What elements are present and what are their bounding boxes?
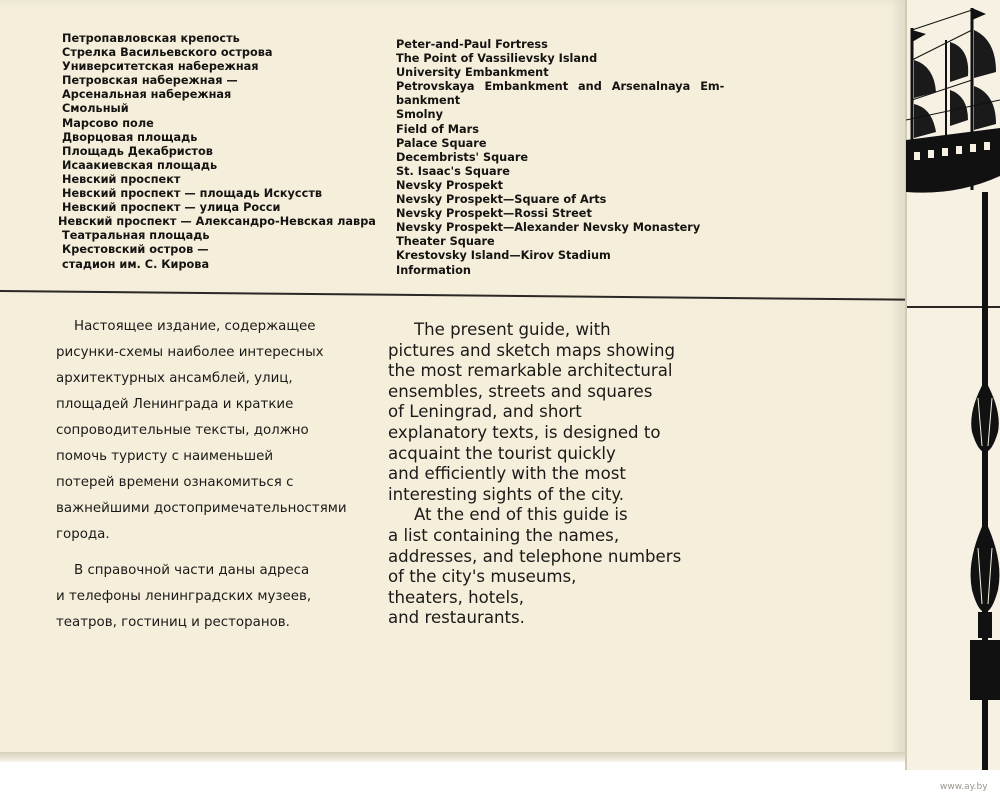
- admiralty-spire-ship-illustration: [906, 0, 1000, 770]
- contents-item: Невский проспект — площадь Искусств: [62, 187, 323, 201]
- contents-item: Университетская набережная: [62, 60, 259, 74]
- page-edge-shadow: [0, 752, 905, 762]
- contents-item: St. Isaac's Square: [396, 164, 510, 178]
- contents-item: Nevsky Prospekt—Alexander Nevsky Monastery: [396, 221, 701, 235]
- text-line: театров, гостиниц и ресторанов.: [56, 615, 290, 630]
- contents-item: Theater Square: [396, 235, 495, 249]
- contents-item: University Embankment: [396, 66, 549, 80]
- contents-item: Петровская набережная —: [62, 74, 238, 88]
- text-line: theaters, hotels,: [388, 587, 525, 607]
- contents-item: Площадь Декабристов: [62, 144, 213, 158]
- intro-paragraph: [56, 314, 376, 548]
- text-line: and restaurants.: [388, 608, 525, 628]
- text-line: и телефоны ленинградских музеев,: [56, 589, 312, 604]
- contents-item: стадион им. С. Кирова: [62, 257, 210, 271]
- text-line: interesting sights of the city.: [388, 484, 625, 504]
- contents-item: Smolny: [396, 108, 443, 122]
- text-line: of Leningrad, and short: [388, 402, 582, 422]
- contents-item: Марсово поле: [62, 116, 154, 130]
- contents-item: Стрелка Васильевского острова: [62, 46, 273, 60]
- text-line: потерей времени ознакомиться с: [56, 475, 294, 490]
- contents-item: Петропавловская крепость: [62, 32, 240, 45]
- contents-item: Смольный: [62, 102, 129, 116]
- contents-item: Исаакиевская площадь: [62, 158, 218, 172]
- contents-item: Невский проспект: [62, 172, 181, 186]
- contents-item: bankment: [396, 94, 461, 108]
- contents-item: Невский проспект — Александро-Невская лавра: [58, 215, 376, 229]
- text-line: сопроводительные тексты, должно: [56, 423, 309, 438]
- contents-item: Nevsky Prospekt—Square of Arts: [396, 193, 607, 207]
- contents-item: Field of Mars: [396, 122, 479, 136]
- contents-item: Decembrists' Square: [396, 150, 529, 164]
- text-line: addresses, and telephone numbers: [388, 546, 682, 566]
- contents-item: The Point of Vassilievsky Island: [396, 52, 598, 66]
- contents-item: Арсенальная набережная: [62, 88, 232, 102]
- text-line: города.: [56, 527, 110, 542]
- text-line: важнейшими достопримечательностями: [56, 501, 347, 516]
- contents-item: Palace Square: [396, 136, 487, 150]
- contents-item: Невский проспект — улица Росси: [62, 201, 281, 215]
- contents-item: Peter-and-Paul Fortress: [396, 38, 548, 51]
- text-line: and efficiently with the most: [388, 464, 626, 484]
- watermark: www.ay.by: [940, 782, 988, 792]
- text-line: рисунки-схемы наиболее интересных: [56, 345, 324, 360]
- contents-item: Дворцовая площадь: [62, 130, 198, 144]
- text-line: At the end of this guide is: [414, 505, 628, 525]
- text-line: площадей Ленинграда и краткие: [56, 397, 294, 412]
- contents-item: Nevsky Prospekt—Rossi Street: [396, 207, 592, 221]
- text-line: Настоящее издание, содержащее: [74, 319, 316, 334]
- contents-list-english: [396, 38, 724, 278]
- intro-paragraph: [56, 558, 376, 636]
- text-line: В справочной части даны адреса: [74, 563, 310, 578]
- text-line: explanatory texts, is designed to: [388, 422, 661, 442]
- text-line: The present guide, with: [414, 320, 611, 339]
- contents-item: Крестовский остров —: [62, 243, 209, 257]
- contents-list-russian: [58, 32, 376, 272]
- contents-item: Petrovskaya Embankment and Arsenalnaya Em-: [396, 80, 725, 94]
- contents-item: Театральная площадь: [62, 229, 210, 243]
- text-line: pictures and sketch maps showing: [388, 340, 675, 360]
- text-line: acquaint the tourist quickly: [388, 443, 616, 463]
- text-line: помочь туристу с наименьшей: [56, 449, 274, 464]
- contents-item: Krestovsky Island—Kirov Stadium: [396, 249, 611, 263]
- text-line: of the city's museums,: [388, 567, 577, 587]
- text-line: the most remarkable architectural: [388, 361, 673, 381]
- intro-text-english: [388, 320, 718, 629]
- intro-text-russian: [56, 314, 376, 636]
- contents-item: Nevsky Prospekt: [396, 178, 504, 192]
- contents-item: Information: [396, 263, 471, 277]
- text-line: архитектурных ансамблей, улиц,: [56, 371, 293, 386]
- section-divider: [0, 290, 905, 301]
- text-line: ensembles, streets and squares: [388, 381, 653, 401]
- text-line: a list containing the names,: [388, 525, 620, 545]
